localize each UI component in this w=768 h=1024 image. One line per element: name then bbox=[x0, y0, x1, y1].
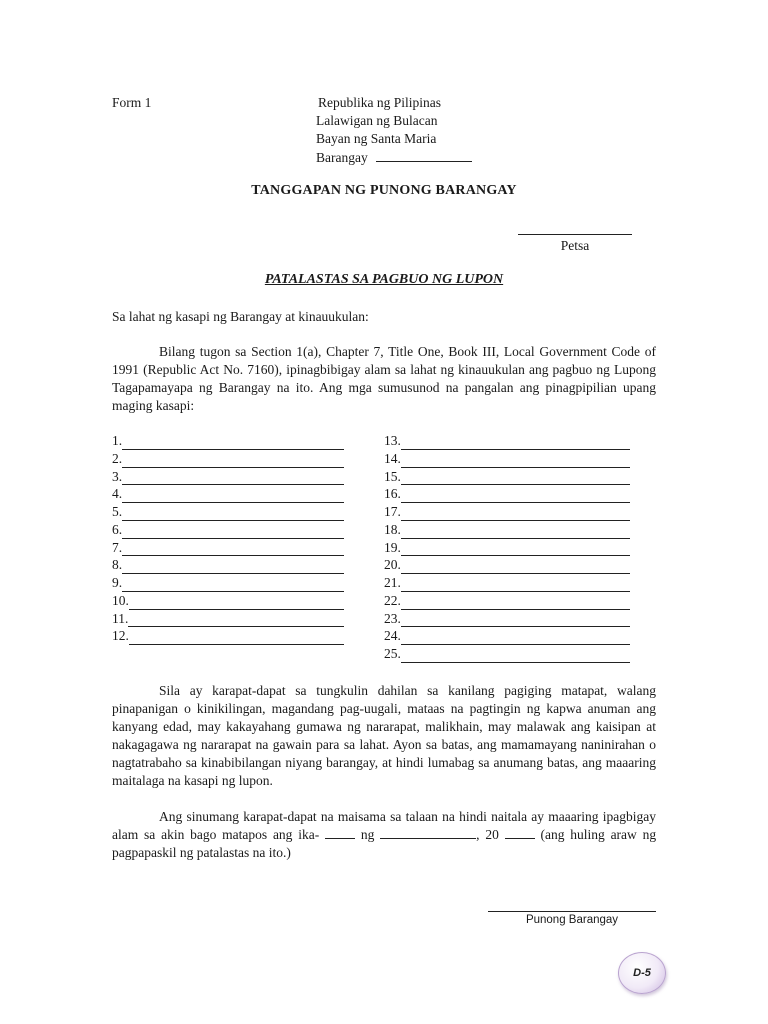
nominee-line bbox=[112, 450, 344, 468]
nominee-blank bbox=[401, 613, 630, 627]
closing-text-3: , 20 bbox=[476, 827, 499, 842]
nominee-entry bbox=[112, 521, 344, 539]
closing-paragraph bbox=[112, 808, 656, 862]
qualifications-paragraph: Sila ay karapat-dapat sa tungkulin dahilan sa kanilang pagiging matapat, walang pinapanigan o kinikilingan, magandang pag-uugali, mataas na pagtingin ng kapwa anuman ang kanyang edad, may kakayahang gumawa ng nararapat, malikhain, may malawak ang kaisipan at nakagagawa ng nararapat na gawain para sa lahat. Ayon sa batas, ang mamamayang naninirahan o nagtatrabaho sa kinabibilangan niyang barangay, at hindi lumabag sa anumang batas, ang maaaring maitalaga na kasapi ng lupon. bbox=[112, 683, 656, 788]
nominee-blank bbox=[401, 454, 630, 468]
nominee-entry bbox=[384, 627, 630, 645]
nominee-line bbox=[112, 432, 344, 450]
nominee-line bbox=[384, 485, 630, 503]
closing-text-1: Ang sinumang karapat-dapat na maisama sa talaan na hindi naitala ay maaaring ipagbigay alam sa akin bago matapos ang ika- bbox=[112, 809, 656, 842]
nominee-entry bbox=[112, 574, 344, 592]
closing-text-2: ng bbox=[360, 827, 375, 842]
nominee-line bbox=[112, 539, 344, 557]
nominee-line bbox=[384, 645, 630, 663]
nominee-entry bbox=[384, 521, 630, 539]
nominee-blank bbox=[122, 542, 344, 556]
closing-text-4: (ang huling araw ng pagpapaskil ng patalastas na ito.) bbox=[112, 827, 657, 860]
nominee-blank bbox=[401, 471, 630, 485]
nominee-entry bbox=[112, 485, 344, 503]
nominee-blank bbox=[129, 631, 344, 645]
month-blank bbox=[380, 826, 476, 839]
nominee-entry bbox=[112, 592, 344, 610]
nominee-entry bbox=[384, 503, 630, 521]
nominee-blank bbox=[401, 489, 630, 503]
nominee-blank bbox=[122, 578, 344, 592]
nominee-number: 9. bbox=[112, 575, 123, 590]
nominee-entry bbox=[112, 539, 344, 557]
year-blank bbox=[505, 826, 535, 839]
nominee-number: 1. bbox=[112, 433, 123, 448]
office-title: TANGGAPAN NG PUNONG BARANGAY bbox=[251, 183, 517, 198]
nominee-number: 25. bbox=[384, 646, 401, 661]
nominee-entry bbox=[112, 610, 344, 628]
page-number-badge bbox=[618, 952, 666, 994]
nominee-blank bbox=[401, 578, 630, 592]
nominee-number: 15. bbox=[384, 468, 401, 484]
nominee-blank bbox=[401, 596, 630, 610]
date-line bbox=[518, 234, 632, 235]
header-barangay bbox=[316, 149, 472, 166]
nominee-blank bbox=[122, 454, 344, 468]
header-republic: Republika ng Pilipinas bbox=[318, 95, 441, 110]
nominee-number: 24. bbox=[384, 628, 401, 644]
nominee-line bbox=[112, 627, 344, 645]
nominee-entry bbox=[384, 539, 630, 557]
nominee-entry bbox=[112, 627, 344, 645]
nominee-entry bbox=[112, 432, 344, 450]
nominee-entry bbox=[384, 645, 630, 663]
nominee-blank bbox=[401, 649, 630, 663]
nominee-blank bbox=[401, 631, 630, 645]
nominee-number: 23. bbox=[384, 610, 401, 626]
nominee-line bbox=[112, 592, 344, 610]
nominee-number: 8. bbox=[112, 557, 123, 573]
nominee-entry bbox=[384, 450, 630, 468]
nominee-number: 19. bbox=[384, 539, 401, 555]
nominee-number: 14. bbox=[384, 450, 401, 466]
nominee-line bbox=[112, 556, 344, 574]
nominee-line bbox=[384, 574, 630, 592]
nominee-line bbox=[112, 610, 344, 628]
barangay-label: Barangay bbox=[316, 150, 368, 165]
nominee-line bbox=[384, 450, 630, 468]
nominee-blank bbox=[129, 596, 344, 610]
nominee-line bbox=[384, 503, 630, 521]
nominee-line bbox=[384, 432, 630, 450]
nominee-line bbox=[112, 574, 344, 592]
salutation: Sa lahat ng kasapi ng Barangay at kinauukulan: bbox=[112, 309, 369, 324]
nominee-number: 13. bbox=[384, 433, 401, 448]
nominee-blank bbox=[401, 542, 630, 556]
nominee-line bbox=[384, 627, 630, 645]
nominee-number: 20. bbox=[384, 557, 401, 573]
nominee-number: 22. bbox=[384, 592, 401, 608]
notice-title: PATALASTAS SA PAGBUO NG LUPON bbox=[264, 272, 504, 287]
nominee-entry bbox=[112, 556, 344, 574]
nominee-number: 21. bbox=[384, 575, 401, 590]
nominee-blank bbox=[122, 507, 344, 521]
header-municipality: Bayan ng Santa Maria bbox=[316, 131, 437, 146]
nominee-line bbox=[112, 485, 344, 503]
nominee-number: 11. bbox=[112, 610, 129, 626]
nominee-blank bbox=[122, 471, 344, 485]
nominee-number: 7. bbox=[112, 539, 123, 555]
header-province: Lalawigan ng Bulacan bbox=[316, 113, 438, 128]
nominee-line bbox=[112, 521, 344, 539]
nominee-entry bbox=[384, 556, 630, 574]
nominee-entry bbox=[384, 610, 630, 628]
nominee-number: 5. bbox=[112, 504, 123, 519]
nominee-number: 4. bbox=[112, 486, 123, 502]
nominee-entry bbox=[112, 468, 344, 486]
nominee-line bbox=[384, 539, 630, 557]
nominee-blank bbox=[122, 560, 344, 574]
nominee-entry bbox=[112, 450, 344, 468]
nominee-number: 3. bbox=[112, 468, 123, 484]
nominee-entry bbox=[384, 432, 630, 450]
nominee-blank bbox=[401, 507, 630, 521]
nominee-number: 6. bbox=[112, 521, 123, 537]
nominee-number: 17. bbox=[384, 504, 401, 519]
date-label: Petsa bbox=[560, 238, 590, 253]
nominee-line bbox=[384, 556, 630, 574]
nominee-entry bbox=[112, 503, 344, 521]
nominee-blank bbox=[122, 489, 344, 503]
nominee-line bbox=[112, 468, 344, 486]
nominee-blank bbox=[401, 560, 630, 574]
day-blank bbox=[325, 826, 355, 839]
nominee-entry bbox=[384, 485, 630, 503]
nominee-blank bbox=[122, 436, 344, 450]
intro-paragraph: Bilang tugon sa Section 1(a), Chapter 7, Title One, Book III, Local Government Code of 1991 (Republic Act No. 7160), ipinagbibigay alam sa lahat ng kinauukulan ang pagbuo ng Lupong Tagapamayapa ng Barangay na ito. Ang mga sumusunod na pangalan ang pinagpipilian upang maging kasapi: bbox=[112, 344, 656, 413]
nominee-blank bbox=[401, 436, 630, 450]
nominee-blank bbox=[128, 613, 344, 627]
nominee-number: 10. bbox=[112, 592, 129, 608]
signature-label: Punong Barangay bbox=[525, 914, 619, 926]
form-number: Form 1 bbox=[112, 95, 152, 110]
nominee-number: 18. bbox=[384, 521, 401, 537]
nominee-line bbox=[112, 503, 344, 521]
nominee-number: 2. bbox=[112, 450, 123, 466]
nominee-line bbox=[384, 610, 630, 628]
barangay-blank bbox=[376, 149, 472, 162]
nominee-number: 12. bbox=[112, 628, 129, 644]
nominee-list-right bbox=[384, 432, 630, 663]
signature-line bbox=[488, 911, 656, 912]
nominee-list-left bbox=[112, 432, 344, 645]
nominee-line bbox=[384, 468, 630, 486]
nominee-blank bbox=[401, 525, 630, 539]
nominee-entry bbox=[384, 592, 630, 610]
nominee-line bbox=[384, 521, 630, 539]
nominee-number: 16. bbox=[384, 486, 401, 502]
nominee-blank bbox=[122, 525, 344, 539]
page-number: D-5 bbox=[633, 967, 651, 979]
nominee-entry bbox=[384, 574, 630, 592]
nominee-line bbox=[384, 592, 630, 610]
nominee-entry bbox=[384, 468, 630, 486]
